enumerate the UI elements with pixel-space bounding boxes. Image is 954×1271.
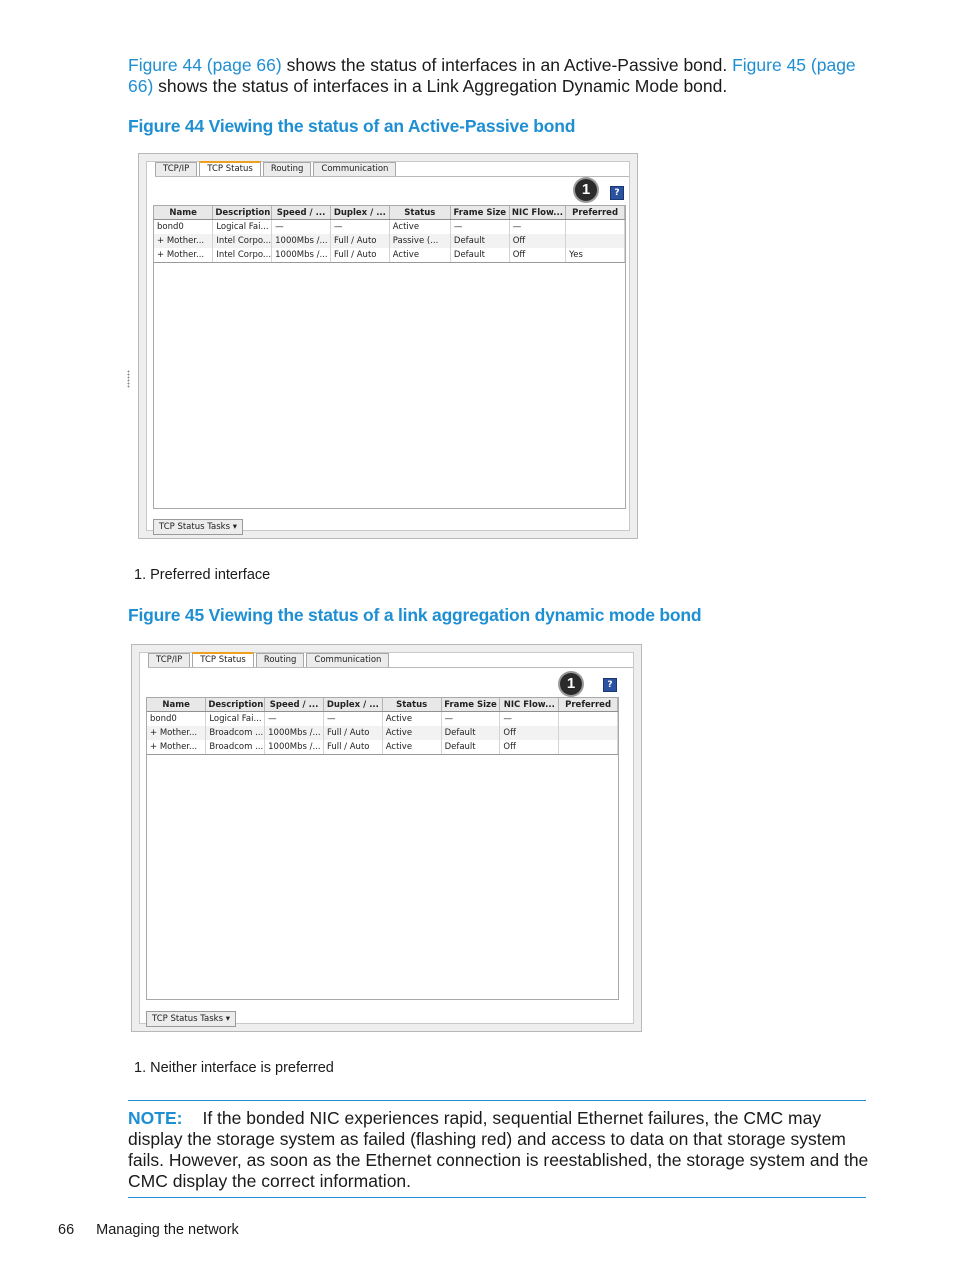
table-cell: 1000Mbs /... xyxy=(265,740,324,755)
note-block xyxy=(128,1108,870,1192)
tcp-status-grid xyxy=(153,205,626,509)
table-cell: Active xyxy=(382,740,441,755)
table-cell: Broadcom ... xyxy=(206,726,265,740)
table-cell: + Mother... xyxy=(154,248,213,263)
table-cell: — xyxy=(441,712,500,727)
tab-tcp-status[interactable]: TCP Status xyxy=(192,652,254,667)
table-cell: Full / Auto xyxy=(323,740,382,755)
table-cell: Broadcom ... xyxy=(206,740,265,755)
figure-45-screenshot xyxy=(131,644,642,1032)
table-cell: Off xyxy=(509,248,565,263)
table-cell: 1000Mbs /... xyxy=(265,726,324,740)
figure-44-screenshot xyxy=(138,153,638,539)
table-cell: — xyxy=(330,220,389,235)
column-header[interactable]: Duplex / ... xyxy=(323,698,382,712)
table-cell xyxy=(559,726,618,740)
tcp-status-table xyxy=(154,206,625,263)
table-cell: Off xyxy=(500,740,559,755)
tab-strip xyxy=(148,653,633,668)
table-cell: Default xyxy=(441,740,500,755)
help-icon[interactable]: ? xyxy=(610,186,624,200)
column-header[interactable]: Speed / ... xyxy=(265,698,324,712)
column-header[interactable]: NIC Flow... xyxy=(500,698,559,712)
figure-44-link[interactable]: Figure 44 (page 66) xyxy=(128,55,282,75)
tab-communication[interactable]: Communication xyxy=(313,162,396,176)
tab-routing[interactable]: Routing xyxy=(256,653,305,667)
callout-badge: 1 xyxy=(575,179,597,201)
table-cell: Default xyxy=(450,234,509,248)
note-text: If the bonded NIC experiences rapid, sequential Ethernet failures, the CMC may display the storage system as failed (flashing red) and access to data on that storage system fails. However, as soon as the Ethernet connection is reestablished, the storage system and the CMC display the correct information. xyxy=(128,1108,869,1191)
table-cell: — xyxy=(450,220,509,235)
table-cell: Intel Corpo... xyxy=(213,234,272,248)
tab-communication[interactable]: Communication xyxy=(306,653,389,667)
figure-45-caption: Figure 45 Viewing the status of a link aggregation dynamic mode bond xyxy=(128,605,702,625)
table-row[interactable] xyxy=(154,220,625,235)
column-header[interactable]: Preferred xyxy=(559,698,618,712)
column-header[interactable]: NIC Flow... xyxy=(509,206,565,220)
table-cell: Yes xyxy=(566,248,625,263)
note-label: NOTE: xyxy=(128,1108,183,1128)
table-cell xyxy=(566,234,625,248)
column-header[interactable]: Description xyxy=(206,698,265,712)
tab-strip xyxy=(155,162,629,177)
intro-text-2: shows the status of interfaces in a Link Aggregation Dynamic Mode bond. xyxy=(153,76,728,96)
table-cell: 1000Mbs /... xyxy=(272,248,331,263)
page-footer xyxy=(58,1222,239,1238)
tcp-status-grid xyxy=(146,697,619,1000)
table-cell: — xyxy=(265,712,324,727)
footer-section-title: Managing the network xyxy=(96,1222,239,1238)
table-cell: Logical Fai... xyxy=(206,712,265,727)
table-cell: Full / Auto xyxy=(323,726,382,740)
table-cell: 1000Mbs /... xyxy=(272,234,331,248)
figure-44-caption: Figure 44 Viewing the status of an Active-Passive bond xyxy=(128,116,576,136)
table-cell: — xyxy=(272,220,331,235)
column-header[interactable]: Status xyxy=(389,206,450,220)
table-cell: Full / Auto xyxy=(330,248,389,263)
column-header[interactable]: Status xyxy=(382,698,441,712)
tcp-status-tasks-button[interactable]: TCP Status Tasks ▾ xyxy=(146,1011,236,1027)
table-cell: + Mother... xyxy=(147,726,206,740)
column-header[interactable]: Description xyxy=(213,206,272,220)
table-cell: — xyxy=(500,712,559,727)
table-row[interactable] xyxy=(154,248,625,263)
tab-tcp-status[interactable]: TCP Status xyxy=(199,161,261,176)
tab-routing[interactable]: Routing xyxy=(263,162,312,176)
table-row[interactable] xyxy=(154,234,625,248)
tcp-status-tasks-button[interactable]: TCP Status Tasks ▾ xyxy=(153,519,243,535)
tab-tcp-ip[interactable]: TCP/IP xyxy=(155,162,197,176)
table-cell: Default xyxy=(441,726,500,740)
table-cell: Passive (... xyxy=(389,234,450,248)
resize-grip[interactable] xyxy=(127,370,130,388)
tab-tcp-ip[interactable]: TCP/IP xyxy=(148,653,190,667)
table-row[interactable] xyxy=(147,726,618,740)
figure-45-legend: 1. Neither interface is preferred xyxy=(134,1060,334,1076)
help-icon[interactable]: ? xyxy=(603,678,617,692)
table-cell: Off xyxy=(500,726,559,740)
table-cell xyxy=(559,740,618,755)
table-cell: Default xyxy=(450,248,509,263)
table-row[interactable] xyxy=(147,740,618,755)
column-header[interactable]: Frame Size xyxy=(441,698,500,712)
table-cell: Full / Auto xyxy=(330,234,389,248)
table-cell: Active xyxy=(382,726,441,740)
table-cell: Active xyxy=(389,220,450,235)
column-header[interactable]: Speed / ... xyxy=(272,206,331,220)
table-cell: Active xyxy=(382,712,441,727)
intro-text-1: shows the status of interfaces in an Active-Passive bond. xyxy=(281,55,733,75)
table-cell: bond0 xyxy=(154,220,213,235)
column-header[interactable]: Frame Size xyxy=(450,206,509,220)
column-header[interactable]: Name xyxy=(154,206,213,220)
table-cell: bond0 xyxy=(147,712,206,727)
page-number: 66 xyxy=(58,1222,75,1238)
figure-45-link[interactable]: Figure 45 (page 66) xyxy=(128,55,856,96)
tcp-status-panel xyxy=(139,652,634,1024)
figure-44-legend: 1. Preferred interface xyxy=(134,567,271,583)
table-cell: — xyxy=(509,220,565,235)
table-cell: + Mother... xyxy=(154,234,213,248)
table-cell: Logical Fai... xyxy=(213,220,272,235)
column-header[interactable]: Preferred xyxy=(566,206,625,220)
tcp-status-table xyxy=(147,698,618,755)
callout-badge: 1 xyxy=(560,673,582,695)
column-header[interactable]: Name xyxy=(147,698,206,712)
tcp-status-panel xyxy=(146,161,630,531)
table-cell: + Mother... xyxy=(147,740,206,755)
table-row[interactable] xyxy=(147,712,618,727)
table-cell xyxy=(566,220,625,235)
table-cell: — xyxy=(323,712,382,727)
table-cell: Off xyxy=(509,234,565,248)
table-cell xyxy=(559,712,618,727)
column-header[interactable]: Duplex / ... xyxy=(330,206,389,220)
intro-paragraph xyxy=(128,55,870,97)
note-top-rule xyxy=(128,1100,866,1101)
table-cell: Active xyxy=(389,248,450,263)
table-cell: Intel Corpo... xyxy=(213,248,272,263)
note-bottom-rule xyxy=(128,1197,866,1198)
